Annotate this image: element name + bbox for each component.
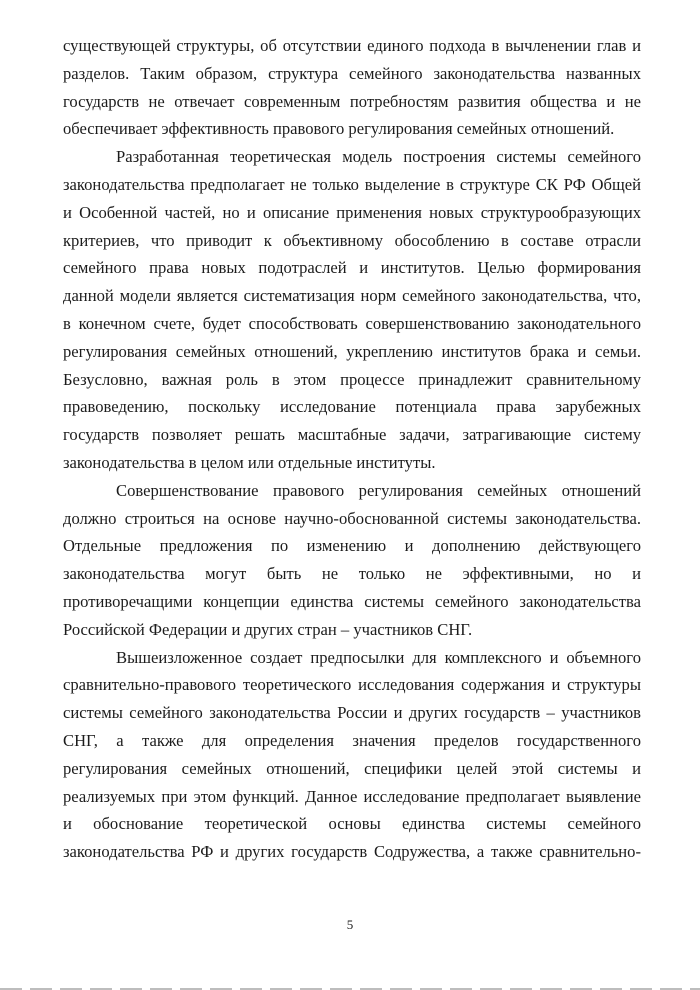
text-line: реализуемых при этом функций. Данное исследование предполагает выявление bbox=[63, 786, 641, 806]
text-line: противоречащими концепции единства системы семейного законодательства bbox=[63, 591, 641, 611]
text-line: государств не отвечает современным потребностям развития общества и не bbox=[63, 91, 641, 111]
text-line: системы семейного законодательства России и других государств – участников bbox=[63, 703, 641, 723]
paragraph bbox=[63, 477, 641, 644]
text-line: Вышеизложенное создает предпосылки для комплексного и объемного bbox=[116, 647, 641, 667]
text-line: Отдельные предложения по изменению и дополнению действующего bbox=[63, 536, 641, 556]
text-line: критериев, что приводит к объективному обособлению в составе отрасли bbox=[63, 230, 641, 250]
text-line: и Особенной частей, но и описание применения новых структурообразующих bbox=[63, 202, 641, 222]
text-line: СНГ, а также для определения значения пределов государственного bbox=[63, 730, 641, 750]
text-line: разделов. Таким образом, структура семейного законодательства названных bbox=[63, 63, 641, 83]
page-number: 5 bbox=[346, 917, 354, 932]
text-line: Разработанная теоретическая модель построения системы семейного bbox=[116, 147, 641, 167]
paragraph bbox=[63, 644, 641, 866]
text-line: государств позволяет решать масштабные задачи, затрагивающие систему bbox=[63, 425, 641, 445]
document-body bbox=[63, 32, 641, 866]
text-line: законодательства могут быть не только не эффективными, но и bbox=[63, 564, 641, 584]
text-line: сравнительно-правового теоретического исследования содержания и структуры bbox=[63, 675, 641, 695]
text-line: обеспечивает эффективность правового регулирования семейных отношений. bbox=[63, 119, 615, 139]
text-line: в конечном счете, будет способствовать совершенствованию законодательного bbox=[63, 313, 641, 333]
text-line: законодательства предполагает не только выделение в структуре СК РФ Общей bbox=[63, 174, 641, 194]
paragraph bbox=[63, 143, 641, 477]
text-line: и обоснование теоретической основы единства системы семейного bbox=[63, 814, 641, 834]
text-line: семейного права новых подотраслей и институтов. Целью формирования bbox=[63, 258, 641, 278]
text-line: регулирования семейных отношений, укреплению институтов брака и семьи. bbox=[63, 341, 641, 361]
text-line: Безусловно, важная роль в этом процессе принадлежит сравнительному bbox=[63, 369, 641, 389]
text-line: регулирования семейных отношений, специфики целей этой системы и bbox=[63, 758, 641, 778]
text-line: законодательства РФ и других государств Содружества, а также сравнительно- bbox=[63, 842, 641, 862]
text-line: существующей структуры, об отсутствии единого подхода в вычленении глав и bbox=[63, 36, 641, 55]
text-line: Российской Федерации и других стран – участников СНГ. bbox=[63, 619, 473, 639]
text-line: правоведению, поскольку исследование потенциала права зарубежных bbox=[63, 397, 641, 417]
text-line: должно строиться на основе научно-обоснованной системы законодательства. bbox=[63, 508, 641, 528]
text-line: данной модели является систематизация норм семейного законодательства, что, bbox=[63, 286, 641, 306]
paragraph bbox=[63, 32, 641, 143]
text-line: Совершенствование правового регулирования семейных отношений bbox=[116, 480, 641, 500]
text-line: законодательства в целом или отдельные институты. bbox=[63, 452, 436, 472]
